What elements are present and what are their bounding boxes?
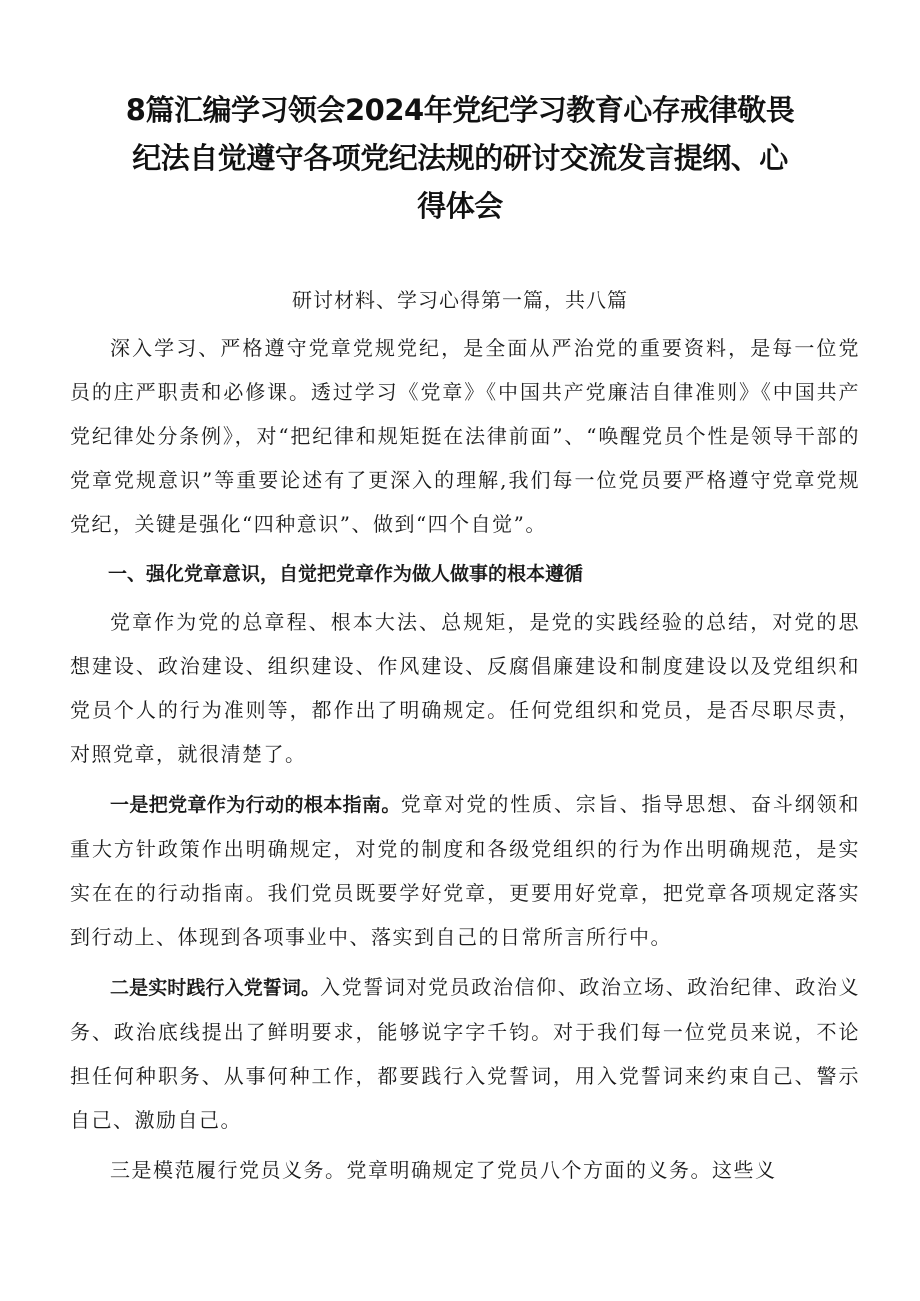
point-1-text: 党章对党的性质、宗旨、指导思想、奋斗纲领和重大方针政策作出明确规定，对党的制度和各级党组织的行为作出明确规范，是实实在在的行动指南。我们党员既要学好党章，更要用好党章，把党章各项规定落实到行动上、体现到各项事业中、落实到自己的日常所言所行中。	[70, 792, 860, 949]
document-title	[90, 86, 830, 230]
point-2-lead: 二是实时践行入党誓词。	[110, 977, 321, 999]
section-heading-1: 一、强化党章意识，自觉把党章作为做人做事的根本遵循	[108, 563, 584, 585]
title-line-2: 纪法自觉遵守各项党纪法规的研讨交流发言提纲、心	[132, 141, 788, 175]
intro-paragraph: 深入学习、严格遵守党章党规党纪，是全面从严治党的重要资料，是每一位党员的庄严职责和必修课。透过学习《党章》《中国共产党廉洁自律准则》《中国共产党纪律处分条例》，对“把纪律和规矩挺在法律前面”、“唤醒党员个性是领导干部的党章党规意识”等重要论述有了更深入的理解,我们每一位党员要严格遵守党章党规党纪，关键是强化“四种意识”、做到“四个自觉”。	[70, 336, 860, 536]
document-subtitle: 研讨材料、学习心得第一篇，共八篇	[292, 288, 628, 312]
document-body	[70, 326, 860, 1192]
point-1-lead: 一是把党章作为行动的根本指南。	[110, 794, 401, 816]
title-line-3: 得体会	[417, 189, 503, 223]
point-1-paragraph	[70, 782, 860, 959]
point-3-paragraph: 三是模范履行党员义务。党章明确规定了党员八个方面的义务。这些义	[110, 1158, 777, 1182]
title-line-1: 8篇汇编学习领会2024年党纪学习教育心存戒律敬畏	[125, 93, 795, 127]
point-2-text: 入党誓词对党员政治信仰、政治立场、政治纪律、政治义务、政治底线提出了鲜明要求，能够说字字千钧。对于我们每一位党员来说，不论担任何种职务、从事何种工作，都要践行入党誓词，用入党誓词来约束自己、警示自己、激励自己。	[70, 975, 860, 1132]
section-1-paragraph: 党章作为党的总章程、根本大法、总规矩，是党的实践经验的总结，对党的思想建设、政治建设、组织建设、作风建设、反腐倡廉建设和制度建设以及党组织和党员个人的行为准则等，都作出了明确规定。任何党组织和党员，是否尽职尽责，对照党章，就很清楚了。	[70, 610, 860, 766]
point-2-paragraph	[70, 965, 860, 1142]
